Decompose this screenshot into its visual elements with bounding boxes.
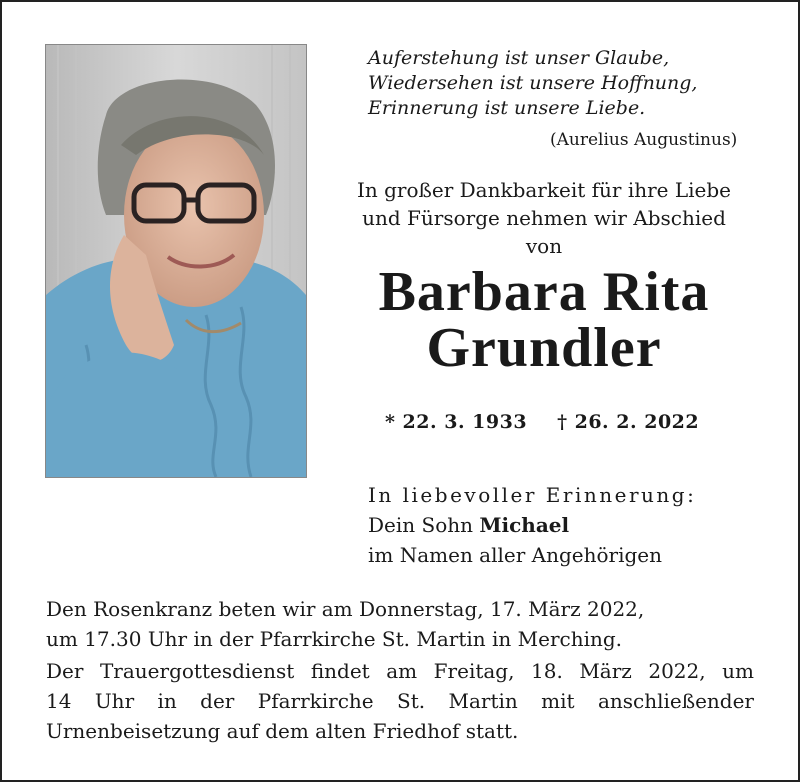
funeral-line: Urnenbeisetzung auf dem alten Friedhof statt. bbox=[46, 719, 519, 743]
funeral-paragraph bbox=[46, 656, 754, 746]
portrait-illustration bbox=[46, 45, 306, 477]
intro-line: und Fürsorge nehmen wir Abschied bbox=[362, 206, 726, 230]
rosary-line: um 17.30 Uhr in der Pfarrkirche St. Martin in Merching. bbox=[46, 627, 623, 651]
rosary-line: Den Rosenkranz beten wir am Donnerstag, 17. März 2022, bbox=[46, 597, 645, 621]
funeral-line: 14 Uhr in der Pfarrkirche St. Martin mit anschließender bbox=[46, 689, 754, 713]
rosary-paragraph bbox=[46, 594, 754, 654]
first-names: Barbara Rita bbox=[378, 261, 710, 323]
remembrance-family: im Namen aller Angehörigen bbox=[368, 543, 663, 567]
death-date: † 26. 2. 2022 bbox=[557, 411, 700, 433]
intro-line: von bbox=[525, 234, 563, 258]
last-name: Grundler bbox=[426, 317, 662, 379]
portrait-photo bbox=[45, 44, 307, 478]
son-prefix: Dein Sohn bbox=[368, 513, 480, 537]
funeral-line: Der Trauergottesdienst findet am Freitag, 18. März 2022, um bbox=[46, 659, 754, 683]
life-dates bbox=[385, 411, 699, 433]
deceased-name bbox=[318, 261, 770, 379]
quote-line: Auferstehung ist unser Glaube, bbox=[368, 47, 670, 69]
quote-author: (Aurelius Augustinus) bbox=[550, 130, 738, 150]
birth-date: * 22. 3. 1933 bbox=[385, 411, 528, 433]
remembrance-block bbox=[368, 480, 696, 570]
quote-verse bbox=[368, 46, 768, 121]
service-info bbox=[46, 594, 754, 746]
remembrance-heading: In liebevoller Erinnerung: bbox=[368, 483, 697, 507]
intro-line: In großer Dankbarkeit für ihre Liebe bbox=[356, 178, 732, 202]
quote-line: Erinnerung ist unsere Liebe. bbox=[368, 97, 646, 119]
remembrance-son bbox=[368, 510, 696, 540]
intro-text bbox=[318, 176, 770, 260]
quote-line: Wiedersehen ist unsere Hoffnung, bbox=[368, 72, 698, 94]
son-name: Michael bbox=[479, 513, 570, 537]
